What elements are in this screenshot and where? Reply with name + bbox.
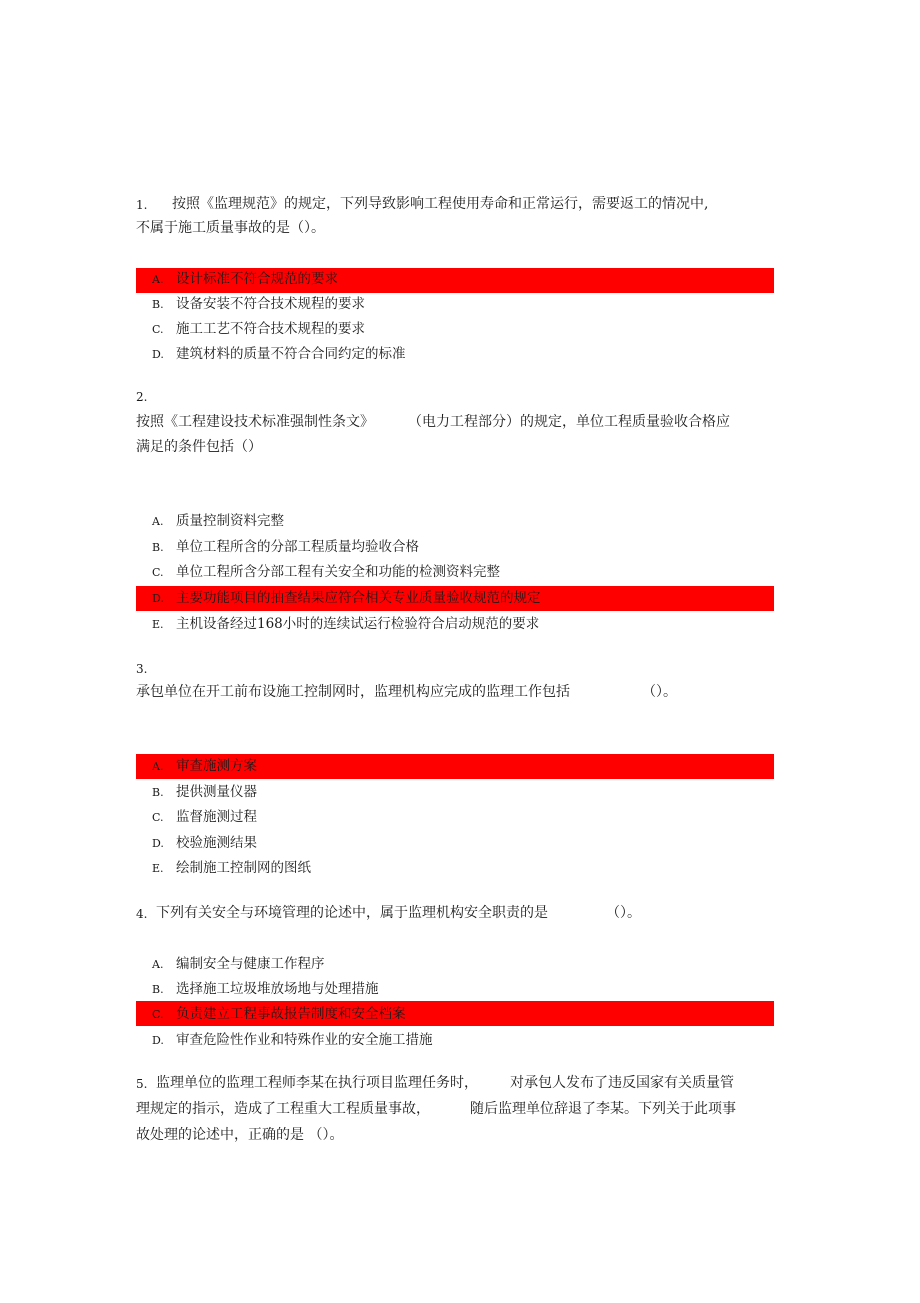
option-q2-a: A. 质量控制资料完整 [152,513,284,529]
question-5-text-line1b: 对承包人发布了违反国家有关质量管 [510,1075,734,1091]
option-q3-b: B. 提供测量仪器 [152,784,257,800]
question-3-text-line1b: （）。 [642,684,677,700]
option-q1-a: A. 设计标准不符合规范的要求 [152,271,338,287]
question-2-text-line2: 满足的条件包括（） [136,439,262,455]
option-q1-b: B. 设备安装不符合技术规程的要求 [152,296,365,312]
option-q2-c: C. 单位工程所含分部工程有关安全和功能的检测资料完整 [152,564,500,580]
question-2-text-line1b: （电力工程部分）的规定，单位工程质量验收合格应 [408,414,730,430]
question-4-number: 4. [136,907,148,921]
question-5-text-line1a: 监理单位的监理工程师李某在执行项目监理任务时， [156,1075,478,1091]
option-q1-c: C. 施工工艺不符合技术规程的要求 [152,321,365,337]
question-5-number: 5. [136,1077,148,1091]
question-3-number: 3. [136,662,148,676]
option-q4-b: B. 选择施工垃圾堆放场地与处理措施 [152,981,379,997]
option-q2-b: B. 单位工程所含的分部工程质量均验收合格 [152,539,419,555]
option-q3-e: E. 绘制施工控制网的图纸 [152,860,311,876]
option-q1-d: D. 建筑材料的质量不符合合同约定的标准 [152,346,406,362]
question-5-text-line2b: 随后监理单位辞退了李某。下列关于此项事 [470,1101,736,1117]
option-q2-d: D. 主要功能项目的抽查结果应符合相关专业质量验收规范的规定 [152,590,541,606]
question-4-text-line1b: （）。 [606,905,641,921]
option-q3-d: D. 校验施测结果 [152,835,257,851]
option-q3-a: A. 审查施测方案 [152,758,257,774]
question-3-text-line1a: 承包单位在开工前布设施工控制网时，监理机构应完成的监理工作包括 [136,684,570,700]
option-q2-e: E. 主机设备经过168小时的连续试运行检验符合启动规范的要求 [152,616,540,632]
question-4-text-line1a: 下列有关安全与环境管理的论述中，属于监理机构安全职责的是 [156,905,548,921]
question-1-text-line2: 不属于施工质量事故的是（）。 [136,220,325,236]
question-5-text-line2a: 理规定的指示，造成了工程重大工程质量事故， [136,1101,430,1117]
question-1-text-line1: 按照《监理规范》的规定，下列导致影响工程使用寿命和正常运行，需要返工的情况中, [172,196,709,212]
question-1-number: 1. [136,198,148,212]
option-q4-c: C. 负责建立工程事故报告制度和安全档案 [152,1006,406,1022]
question-2-number: 2. [136,390,148,404]
option-q3-c: C. 监督施测过程 [152,809,257,825]
question-5-text-line3: 故处理的论述中，正确的是 （）。 [136,1127,344,1143]
option-q4-d: D. 审查危险性作业和特殊作业的安全施工措施 [152,1032,433,1048]
question-2-text-line1a: 按照《工程建设技术标准强制性条文》 [136,414,374,430]
option-q4-a: A. 编制安全与健康工作程序 [152,956,325,972]
